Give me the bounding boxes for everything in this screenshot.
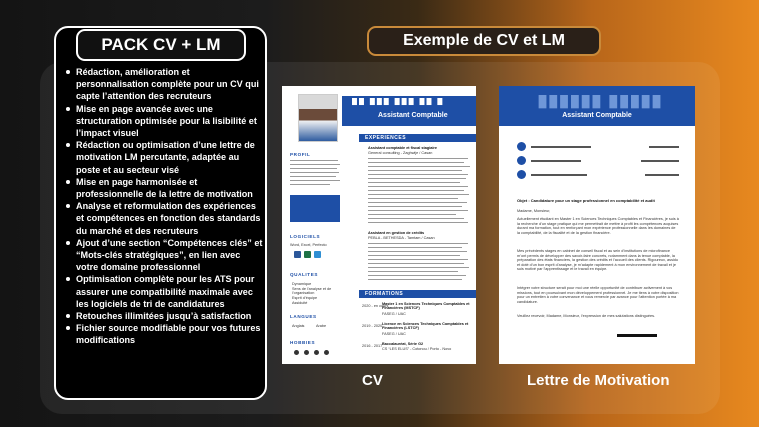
cv-text-line (368, 162, 464, 163)
pack-feature-item: Rédaction, amélioration et personnalisation complète pour un CV qui capte l’attention des recruteurs (60, 66, 263, 103)
cv-form1-title: Master 1 en Sciences Techniques Comptables et Financières (MSTCF) (382, 302, 470, 311)
lm-paragraph-2: Mes précédents stages en cabinet de conseil fiscal et au sein d’institutions de microfinance m’ont permis de développer des savoir-faire concrets, notamment dans la tenue comptable, la préparation des états financiers, la gestion des crédits et l’accueil des clients. Rigoureux, assidu et doté d’un bon esprit d’analyse, je m’adapte rapidement à mon environnement de travail et je suis motivé par l’apprentissage et le travail en équipe. (517, 249, 679, 272)
cv-caption: CV (362, 372, 383, 389)
cv-qualite-item: Dynamique (292, 282, 312, 286)
lm-closing: Veuillez recevoir, Madame, Monsieur, l’expression de mes salutations distinguées. (517, 314, 656, 318)
pack-feature-item: Retouches illimitées jusqu’à satisfaction (60, 310, 263, 322)
hobby-icon (314, 350, 319, 355)
cv-text-line (290, 164, 340, 165)
cv-exp1-company: General consulting - Zaghwije / Casan (368, 151, 433, 155)
cv-text-line (368, 166, 470, 167)
cv-text-line (368, 210, 468, 211)
lm-paragraph-1: Actuellement étudiant en Master 1 en Sciences Techniques Comptables et Financières, je suis à la recherche d’un stage pratique qui me permettrait de mettre à profit les compétences acquises durant ma formation, tout en renforçant mon expérience professionnelle dans les domaines de la comptabilité, de la fiscalité et de la gestion financière. (517, 217, 679, 235)
cv-text-line (290, 176, 336, 177)
cv-text-line (290, 168, 337, 169)
pack-feature-item: Fichier source modifiable pour vos futures modifications (60, 322, 263, 346)
cv-text-line (368, 190, 464, 191)
perfecto-icon (314, 251, 321, 258)
cv-text-line (368, 275, 466, 276)
cv-text-line (368, 178, 466, 179)
word-icon (294, 251, 301, 258)
cv-text-line (368, 170, 462, 171)
cv-section-experiences: EXPERIENCES (359, 134, 476, 142)
pack-feature-item: Optimisation complète pour les ATS pour assurer une compatibilité maximale avec les logiciels de tri de candidatures (60, 273, 263, 310)
cv-text-line (368, 271, 458, 272)
hobby-icon (304, 350, 309, 355)
cv-text-line (368, 198, 458, 199)
cv-form2-title: Licence en Sciences Techniques Comptables et Financières (LSTCF) (382, 322, 469, 331)
cv-text-line (368, 255, 460, 256)
cv-text-line (368, 158, 468, 159)
cv-section-logiciels: LOGICIELS (290, 234, 321, 239)
lm-paragraph-3: Intégrer votre structure serait pour moi une réelle opportunité de contribuer activement à vos missions, tout en poursuivant mon développement professionnel. Je me tiens à votre disposition pour un entretien à votre convenance et vous remercie par avance pour l’attention portée à ma candidature. (517, 286, 679, 304)
cv-text-line (368, 202, 467, 203)
lm-date-line (649, 146, 679, 148)
cv-form-year: 2020 - en cours (362, 304, 389, 308)
cv-section-formations: FORMATIONS (359, 290, 476, 298)
lm-caption: Lettre de Motivation (527, 372, 670, 389)
lm-contact-line (531, 146, 591, 148)
cv-text-line (368, 263, 464, 264)
lm-contact-line (531, 174, 587, 176)
cv-form3-title: Baccalauréat, Série G2 (382, 342, 424, 346)
pack-feature-item: Analyse et reformulation des expériences et compétences en fonction des standards du marché et des recruteurs (60, 200, 263, 237)
cv-text-line (368, 218, 464, 219)
cv-form1-school: FASEG / UAC (382, 312, 406, 316)
cv-text-line (290, 184, 330, 185)
pack-title: PACK CV + LM (76, 29, 246, 61)
lm-preview (499, 86, 695, 364)
lm-role: Assistant Comptable (562, 112, 632, 119)
cv-form-year: 2016 - 2017 (362, 344, 383, 348)
cv-text-line (368, 174, 468, 175)
excel-icon (304, 251, 311, 258)
cv-section-profil: PROFIL (290, 152, 311, 157)
location-icon (517, 170, 526, 179)
cv-form2-school: FASEG / UAC (382, 332, 406, 336)
cv-text-line (368, 222, 468, 223)
pack-feature-item: Ajout d’une section “Compétences clés” et “Mots-clés stratégiques”, en lien avec votre domaine professionnel (60, 237, 263, 274)
lm-recipient-line (645, 174, 679, 176)
cv-name-redacted: ██ ███ ███ ██ █ (352, 98, 445, 105)
cv-text-line (368, 279, 462, 280)
cv-role: Assistant Comptable (378, 112, 448, 119)
cv-photo (298, 94, 338, 142)
cv-qualite-item: Sens de l’analyse et de l’organisation (292, 287, 332, 296)
cv-langue-item: Anglais (292, 324, 305, 328)
cv-form-year: 2019 - 2020 (362, 324, 383, 328)
cv-preview (282, 86, 476, 364)
cv-text-line (368, 214, 456, 215)
cv-text-line (368, 186, 468, 187)
email-icon (517, 142, 526, 151)
pack-feature-item: Mise en page avancée avec une structuration optimisée pour la lisibilité et l’impact visuel (60, 103, 263, 140)
cv-text-line (290, 180, 340, 181)
cv-langue-item: Arabe (316, 324, 327, 328)
cv-text-line (290, 160, 338, 161)
cv-exp2-title: Assistant en gestion de crédits (368, 231, 425, 235)
lm-signature (617, 334, 657, 337)
cv-form3-school: CS “LES ELUS” - Cotonou / Porto - Novo (382, 347, 452, 351)
cv-exp1-title: Assistant comptable et fiscal stagiaire (368, 146, 438, 150)
pack-feature-item: Mise en page harmonisée et professionnelle de la lettre de motivation (60, 176, 263, 200)
example-title: Exemple de CV et LM (367, 26, 601, 56)
lm-recipient-line (641, 160, 679, 162)
cv-text-line (368, 243, 468, 244)
cv-text-line (368, 194, 469, 195)
cv-text-line (368, 247, 462, 248)
cv-text-line (368, 206, 462, 207)
cv-logiciels-text: Word, Excel, Perfecto (290, 243, 327, 247)
cv-text-line (368, 251, 467, 252)
cv-text-line (290, 172, 339, 173)
pack-feature-list (60, 66, 263, 347)
cv-section-qualites: QUALITES (290, 272, 319, 277)
cv-qualite-item: Assiduité (292, 301, 308, 305)
cv-text-line (368, 259, 468, 260)
lm-contact-line (531, 160, 581, 162)
lm-salutation: Madame, Monsieur, (517, 209, 551, 213)
pack-feature-item: Rédaction ou optimisation d’une lettre de motivation LM percutante, adaptée au poste et au secteur visé (60, 139, 263, 176)
cv-contact-box (290, 195, 340, 222)
hobby-icon (324, 350, 329, 355)
lm-name-redacted: ██████ █████ (538, 96, 664, 108)
hobby-icon (294, 350, 299, 355)
lm-objet: Objet : Candidature pour un stage professionnel en comptabilité et audit (517, 198, 655, 203)
cv-section-hobbies: HOBBIES (290, 340, 316, 345)
cv-qualite-item: Esprit d’équipe (292, 296, 318, 300)
cv-text-line (368, 182, 460, 183)
cv-exp2-company: PEBLA - BETHESDA - Tamtam / Casan (368, 236, 435, 240)
cv-section-langues: LANGUES (290, 314, 317, 319)
phone-icon (517, 156, 526, 165)
cv-text-line (368, 267, 469, 268)
